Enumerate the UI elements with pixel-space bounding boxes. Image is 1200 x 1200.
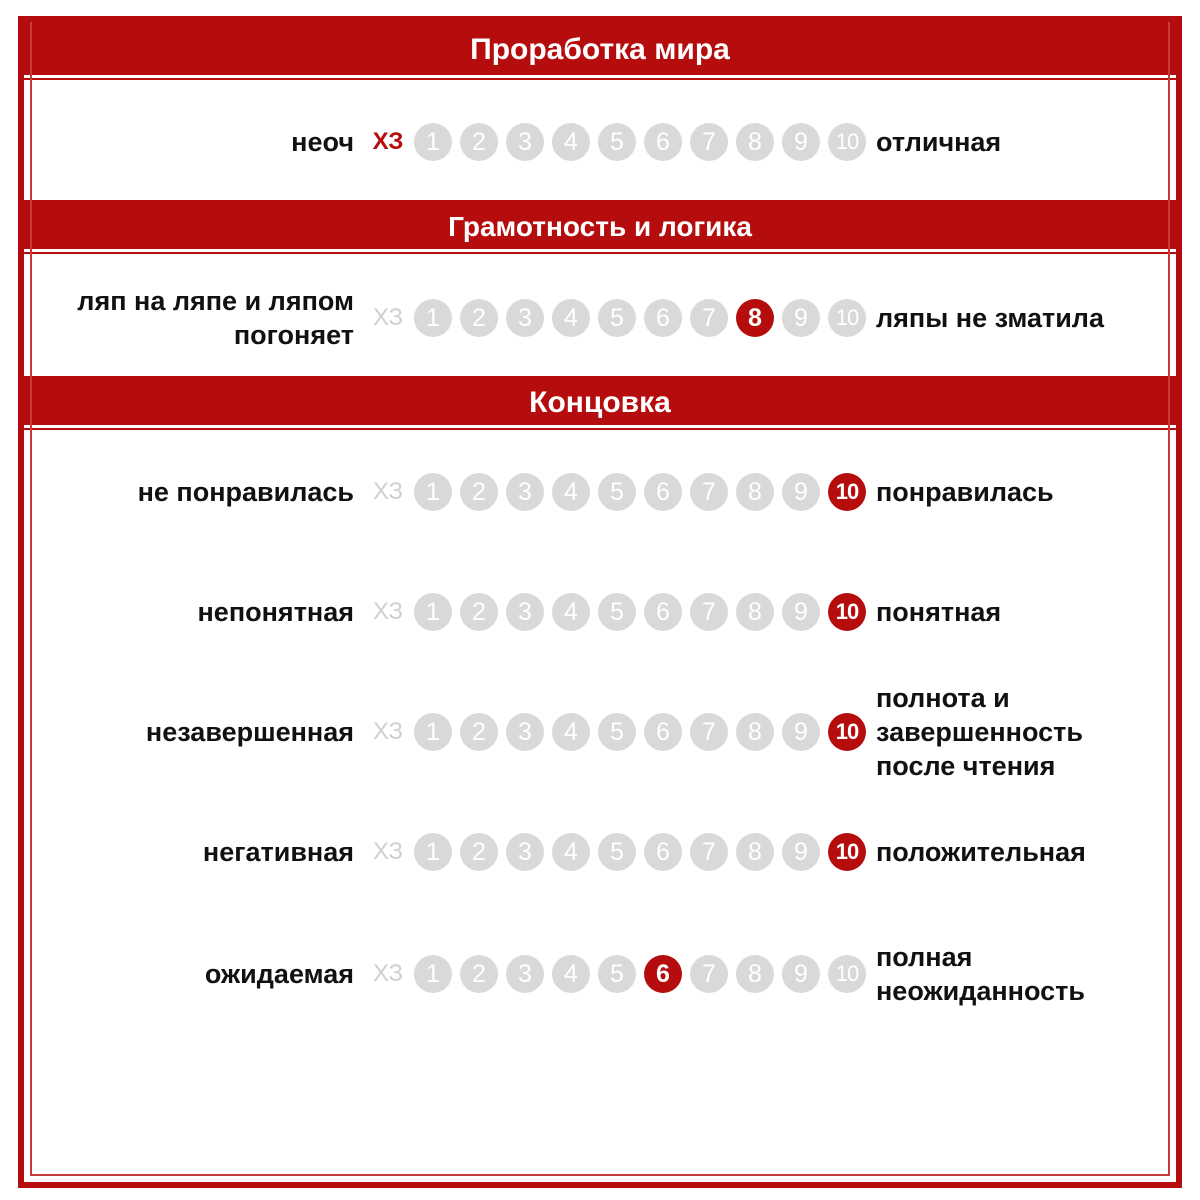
label-line: не понравилась	[137, 477, 354, 507]
rating-dot-1[interactable]: 1	[414, 299, 452, 337]
rating-dot-9[interactable]: 9	[782, 299, 820, 337]
rating-scale	[368, 592, 868, 632]
xz-option[interactable]: ХЗ	[373, 598, 403, 625]
rating-dot-6[interactable]: 6	[644, 833, 682, 871]
rating-dot-6[interactable]: 6	[644, 299, 682, 337]
label-line: ожидаемая	[204, 959, 354, 989]
rating-dot-7[interactable]: 7	[690, 123, 728, 161]
rating-dot-3[interactable]: 3	[506, 299, 544, 337]
rating-dot-4[interactable]: 4	[552, 593, 590, 631]
rating-dot-10[interactable]: 10	[828, 593, 866, 631]
rating-dot-7[interactable]: 7	[690, 299, 728, 337]
rating-scale	[368, 298, 868, 338]
rating-dot-5[interactable]: 5	[598, 833, 636, 871]
rating-dot-9[interactable]: 9	[782, 123, 820, 161]
label-line: погоняет	[233, 320, 354, 350]
rating-dot-7[interactable]: 7	[690, 955, 728, 993]
label-line: положительная	[876, 837, 1086, 867]
rating-scale	[368, 472, 868, 512]
rating-dot-8[interactable]: 8	[736, 713, 774, 751]
label-line: отличная	[876, 127, 1002, 157]
row-label-right	[876, 301, 1104, 335]
rating-dot-2[interactable]: 2	[460, 123, 498, 161]
rating-dot-2[interactable]: 2	[460, 473, 498, 511]
rating-dot-9[interactable]: 9	[782, 593, 820, 631]
label-line: ляп на ляпе и ляпом	[77, 286, 354, 316]
rating-dot-2[interactable]: 2	[460, 593, 498, 631]
rating-scale	[368, 122, 868, 162]
row-label-right	[876, 835, 1086, 869]
label-line: понятная	[876, 597, 1002, 627]
rating-dot-3[interactable]: 3	[506, 593, 544, 631]
rating-dot-1[interactable]: 1	[414, 473, 452, 511]
xz-option[interactable]: ХЗ	[373, 838, 403, 865]
label-line: неоч	[291, 127, 354, 157]
rating-dot-5[interactable]: 5	[598, 123, 636, 161]
row-label-left	[198, 595, 355, 629]
label-line: ляпы не зматила	[876, 303, 1104, 333]
rating-card	[18, 16, 1182, 1188]
rating-dot-2[interactable]: 2	[460, 833, 498, 871]
section-header-literacy: Грамотность и логика	[24, 202, 1176, 252]
rating-dot-3[interactable]: 3	[506, 473, 544, 511]
row-label-left	[291, 125, 354, 159]
rating-dot-8[interactable]: 8	[736, 123, 774, 161]
rating-dot-7[interactable]: 7	[690, 473, 728, 511]
row-label-right	[876, 475, 1054, 509]
rating-dot-2[interactable]: 2	[460, 299, 498, 337]
rating-dot-4[interactable]: 4	[552, 473, 590, 511]
rating-row-ending-5	[24, 914, 1176, 1034]
rating-dot-8[interactable]: 8	[736, 955, 774, 993]
rating-dot-4[interactable]: 4	[552, 299, 590, 337]
rating-dot-10[interactable]: 10	[828, 123, 866, 161]
label-line: понравилась	[876, 477, 1054, 507]
rating-row-world	[24, 82, 1176, 202]
rating-dot-7[interactable]: 7	[690, 713, 728, 751]
rating-dot-9[interactable]: 9	[782, 833, 820, 871]
rating-scale	[368, 712, 868, 752]
rating-scale	[368, 954, 868, 994]
rating-row-ending-4	[24, 792, 1176, 912]
rating-dot-1[interactable]: 1	[414, 593, 452, 631]
row-label-right	[876, 681, 1083, 783]
rating-row-ending-3	[24, 672, 1176, 792]
rating-dot-9[interactable]: 9	[782, 473, 820, 511]
rating-dot-5[interactable]: 5	[598, 473, 636, 511]
rating-dot-4[interactable]: 4	[552, 123, 590, 161]
rating-dot-8[interactable]: 8	[736, 473, 774, 511]
rating-dot-10[interactable]: 10	[828, 473, 866, 511]
rating-dot-6[interactable]: 6	[644, 593, 682, 631]
rating-dot-1[interactable]: 1	[414, 713, 452, 751]
rating-dot-9[interactable]: 9	[782, 713, 820, 751]
rating-row-ending-1	[24, 432, 1176, 552]
rating-dot-8[interactable]: 8	[736, 833, 774, 871]
section-header-ending: Концовка	[24, 378, 1176, 428]
rating-dot-6[interactable]: 6	[644, 955, 682, 993]
row-label-right	[876, 940, 1085, 1008]
xz-option[interactable]: ХЗ	[373, 960, 403, 987]
rating-dot-4[interactable]: 4	[552, 955, 590, 993]
row-label-left	[203, 835, 354, 869]
rating-dot-10[interactable]: 10	[828, 713, 866, 751]
rating-dot-5[interactable]: 5	[598, 713, 636, 751]
rating-dot-1[interactable]: 1	[414, 123, 452, 161]
label-line: завершенность	[876, 717, 1083, 747]
xz-option[interactable]: ХЗ	[373, 304, 403, 331]
label-line: негативная	[202, 837, 354, 867]
rating-dot-10[interactable]: 10	[828, 955, 866, 993]
rating-dot-6[interactable]: 6	[644, 713, 682, 751]
rating-row-ending-2	[24, 552, 1176, 672]
rating-dot-3[interactable]: 3	[506, 955, 544, 993]
xz-option[interactable]: ХЗ	[372, 128, 404, 155]
label-line: полная	[876, 942, 973, 972]
row-label-right	[876, 595, 1001, 629]
rating-dot-3[interactable]: 3	[506, 713, 544, 751]
rating-dot-5[interactable]: 5	[598, 955, 636, 993]
rating-row-literacy	[24, 258, 1176, 378]
row-label-right	[876, 125, 1001, 159]
row-label-left	[146, 715, 354, 749]
rating-dot-9[interactable]: 9	[782, 955, 820, 993]
label-line: неожиданность	[876, 976, 1085, 1006]
rating-dot-1[interactable]: 1	[414, 833, 452, 871]
label-line: непонятная	[197, 597, 354, 627]
rating-dot-3[interactable]: 3	[506, 833, 544, 871]
rating-dot-4[interactable]: 4	[552, 713, 590, 751]
rating-dot-8[interactable]: 8	[736, 299, 774, 337]
row-label-left	[205, 957, 354, 991]
label-line: полнота и	[876, 683, 1010, 713]
rating-dot-6[interactable]: 6	[644, 473, 682, 511]
xz-option[interactable]: ХЗ	[373, 718, 403, 745]
rating-dot-7[interactable]: 7	[690, 593, 728, 631]
rating-dot-5[interactable]: 5	[598, 593, 636, 631]
xz-option[interactable]: ХЗ	[373, 478, 403, 505]
row-label-left	[77, 284, 354, 352]
rating-dot-2[interactable]: 2	[460, 955, 498, 993]
section-header-world: Проработка мира	[24, 22, 1176, 78]
rating-dot-3[interactable]: 3	[506, 123, 544, 161]
rating-dot-10[interactable]: 10	[828, 299, 866, 337]
rating-scale	[368, 832, 868, 872]
rating-dot-8[interactable]: 8	[736, 593, 774, 631]
rating-dot-2[interactable]: 2	[460, 713, 498, 751]
rating-dot-7[interactable]: 7	[690, 833, 728, 871]
rating-dot-4[interactable]: 4	[552, 833, 590, 871]
label-line: незавершенная	[145, 717, 354, 747]
label-line: после чтения	[876, 751, 1056, 781]
rating-dot-1[interactable]: 1	[414, 955, 452, 993]
row-label-left	[138, 475, 354, 509]
rating-dot-10[interactable]: 10	[828, 833, 866, 871]
rating-dot-5[interactable]: 5	[598, 299, 636, 337]
rating-dot-6[interactable]: 6	[644, 123, 682, 161]
